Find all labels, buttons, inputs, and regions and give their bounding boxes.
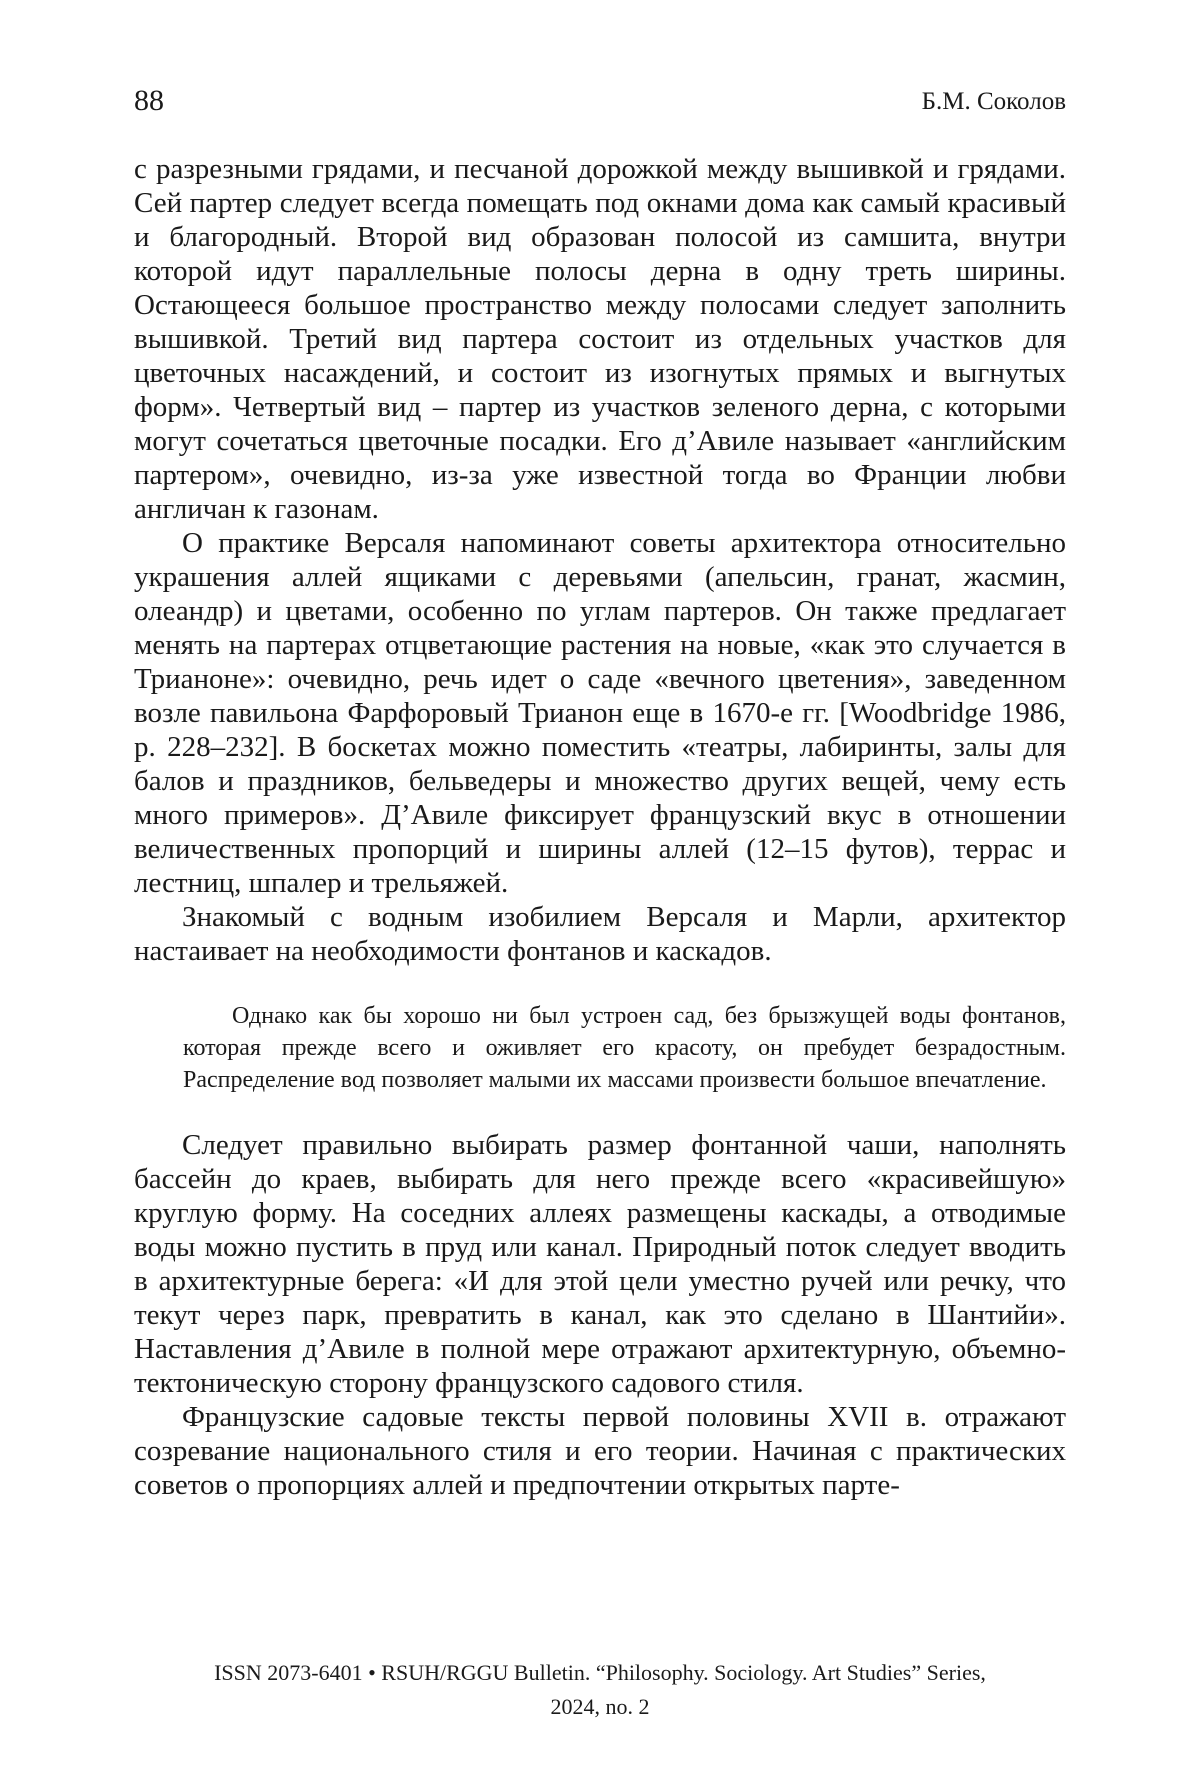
block-quote-text: Однако как бы хорошо ни был устроен сад, без брызжущей воды фонтанов, которая прежде всего и оживляет его красоту, он пребудет безрадостным. Распределение вод позволяет малыми их массами произвести большое впечатление. bbox=[183, 1000, 1066, 1096]
footer-journal-line: ISSN 2073-6401 • RSUH/RGGU Bulletin. “Philosophy. Sociology. Art Studies” Series, bbox=[134, 1656, 1066, 1690]
paragraph-2: О практике Версаля напоминают советы архитектора относительно украшения аллей ящиками с деревьями (апельсин, гранат, жасмин, олеандр) и цветами, особенно по углам партеров. Он также предлагает менять на партерах отцветающие растения на новые, «как это случается в Трианоне»: очевидно, речь идет о саде «вечного цветения», заведенном возле павильона Фарфоровый Трианон еще в 1670-е гг. [Woodbridge 1986, p. 228–232]. В боскетах можно поместить «театры, лабиринты, залы для балов и праздников, бельведеры и множество других вещей, чему есть много примеров». Д’Авиле фиксирует французский вкус в отношении величественных пропорций и ширины аллей (12–15 футов), террас и лестниц, шпалер и трельяжей. bbox=[134, 526, 1066, 900]
block-quote bbox=[183, 1000, 1066, 1096]
paragraph-4: Следует правильно выбирать размер фонтанной чаши, наполнять бассейн до краев, выбирать для него прежде всего «красивейшую» круглую форму. На соседних аллеях размещены каскады, а отводимые воды можно пустить в пруд или канал. Природный поток следует вводить в архитектурные берега: «И для этой цели уместно ручей или речку, что текут через парк, превратить в канал, как это сделано в Шантийи». Наставления д’Авиле в полной мере отражают архитектурную, объемно-тектоническую сторону французского садового стиля. bbox=[134, 1128, 1066, 1400]
footer-issue-line: 2024, no. 2 bbox=[134, 1690, 1066, 1724]
page-number: 88 bbox=[134, 84, 164, 118]
document-page bbox=[0, 0, 1200, 1780]
body-text bbox=[134, 152, 1066, 1502]
page-footer bbox=[134, 1656, 1066, 1724]
page-header bbox=[134, 84, 1066, 124]
paragraph-3: Знакомый с водным изобилием Версаля и Марли, архитектор настаивает на необходимости фонтанов и каскадов. bbox=[134, 900, 1066, 968]
paragraph-5: Французские садовые тексты первой половины XVII в. отражают созревание национального стиля и его теории. Начиная с практических советов о пропорциях аллей и предпочтении открытых парте- bbox=[134, 1400, 1066, 1502]
paragraph-1: с разрезными грядами, и песчаной дорожкой между вышивкой и грядами. Сей партер следует всегда помещать под окнами дома как самый красивый и благородный. Второй вид образован полосой из самшита, внутри которой идут параллельные полосы дерна в одну треть ширины. Остающееся большое пространство между полосами следует заполнить вышивкой. Третий вид партера состоит из отдельных участков для цветочных насаждений, и состоит из изогнутых прямых и выгнутых форм». Четвертый вид – партер из участков зеленого дерна, с которыми могут сочетаться цветочные посадки. Его д’Авиле называет «английским партером», очевидно, из-за уже известной тогда во Франции любви англичан к газонам. bbox=[134, 152, 1066, 526]
running-head-author: Б.М. Соколов bbox=[922, 88, 1066, 116]
